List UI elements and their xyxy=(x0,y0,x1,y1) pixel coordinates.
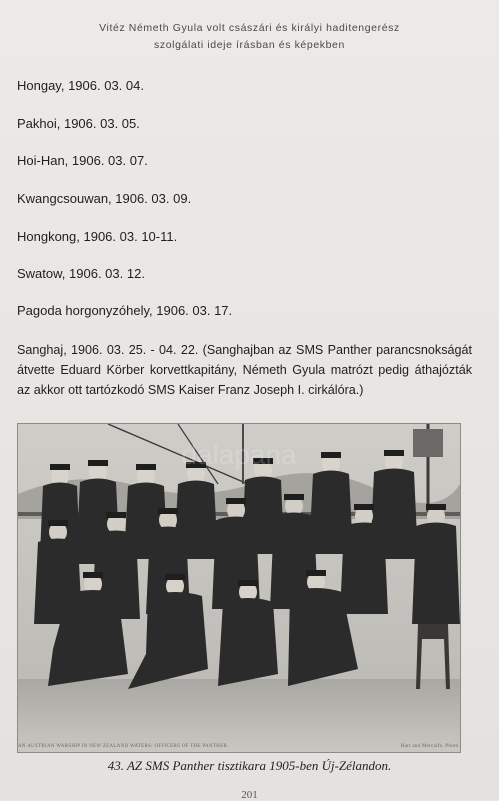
itinerary-entry: Pakhoi, 1906. 03. 05. xyxy=(17,116,140,131)
body-paragraph: Sanghaj, 1906. 03. 25. - 04. 22. (Sanghajban az SMS Panther parancsnokságát átvette Eduard Körber korvettkapitány, Németh Gyula matrózt pedig áthajózták az akkor ott tartózkodó SMS Kaiser Franz Joseph I. cirkálóra.) xyxy=(17,343,472,397)
group-photograph xyxy=(17,423,461,753)
running-header-line-1: Vitéz Németh Gyula volt császári és királyi haditengerész xyxy=(99,22,400,34)
itinerary-entry: Kwangcsouwan, 1906. 03. 09. xyxy=(17,191,192,206)
itinerary-entry: Hoi-Han, 1906. 03. 07. xyxy=(17,153,148,168)
itinerary-entry: Hongkong, 1906. 03. 10-11. xyxy=(17,229,178,244)
running-header-line-2: szolgálati ideje írásban és képekben xyxy=(154,39,345,51)
itinerary-entry: Hongay, 1906. 03. 04. xyxy=(17,78,144,93)
watermark: dalapana xyxy=(181,439,297,470)
photo-subcaption xyxy=(18,744,460,749)
running-header xyxy=(0,20,499,54)
photo-subcaption-right: Hart and Metcalfe, Photo. xyxy=(400,744,460,749)
itinerary-entry: Pagoda horgonyzóhely, 1906. 03. 17. xyxy=(17,303,233,318)
itinerary-entry: Swatow, 1906. 03. 12. xyxy=(17,266,145,281)
figure-caption: 43. AZ SMS Panther tisztikara 1905-ben Új-Zélandon. xyxy=(107,758,392,773)
photo-subcaption-left: AN AUSTRIAN WARSHIP IN NEW ZEALAND WATERS: OFFICERS OF THE PANTHER. xyxy=(18,744,229,749)
page-number: 201 xyxy=(241,789,258,801)
